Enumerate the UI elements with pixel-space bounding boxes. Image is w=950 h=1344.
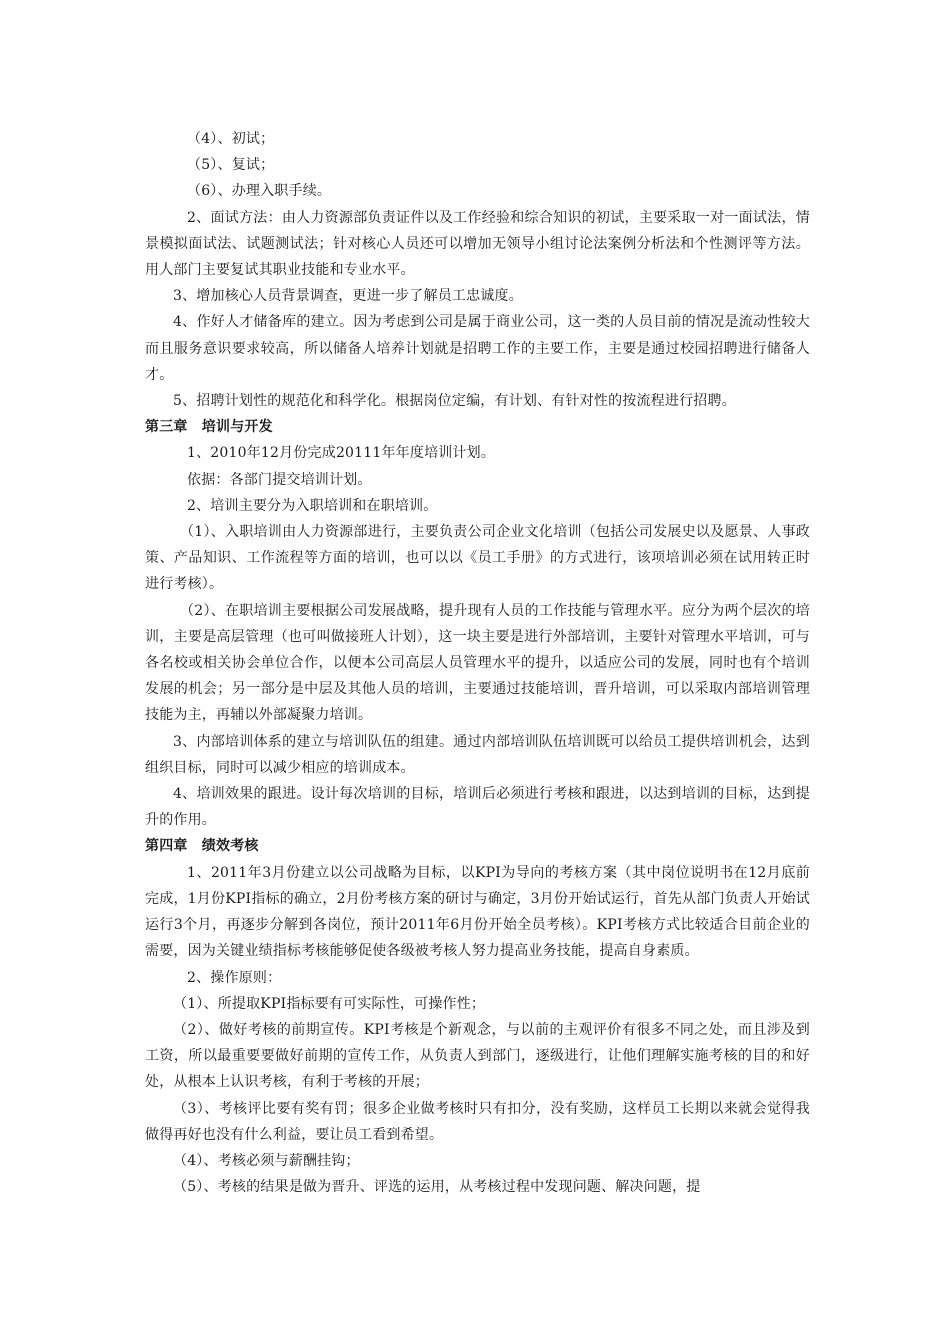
paragraph: （5）、复试； bbox=[187, 157, 275, 174]
chapter-heading: 第四章 绩效考核 bbox=[145, 838, 259, 855]
paragraph: （3）、考核评比要有奖有罚；很多企业做考核时只有扣分，没有奖励，这样员工长期以来就会觉得我做得再好也没有什么利益，要让员工看到希望。 bbox=[145, 1100, 810, 1143]
paragraph: 3、内部培训体系的建立与培训队伍的组建。通过内部培训队伍培训既可以给员工提供培训机会，达到组织目标，同时可以减少相应的培训成本。 bbox=[145, 733, 810, 776]
paragraph: 依据：各部门提交培训计划。 bbox=[187, 471, 372, 488]
paragraph: （2）、做好考核的前期宣传。KPI考核是个新观念，与以前的主观评价有很多不同之处，而且涉及到工资，所以最重要要做好前期的宣传工作，从负责人到部门，逐级进行，让他们理解实施考核的目的和好处，从根本上认识考核，有利于考核的开展； bbox=[145, 1021, 810, 1091]
paragraph: （5）、考核的结果是做为晋升、评选的运用，从考核过程中发现问题、解决问题，提 bbox=[173, 1179, 701, 1196]
paragraph: （1）、入职培训由人力资源部进行，主要负责公司企业文化培训（包括公司发展史以及愿景、人事政策、产品知识、工作流程等方面的培训，也可以以《员工手册》的方式进行，该项培训必须在试用转正时进行考核）。 bbox=[145, 524, 810, 593]
paragraph: 4、培训效果的跟进。设计每次培训的目标，培训后必须进行考核和跟进，以达到培训的目标，达到提升的作用。 bbox=[145, 786, 810, 829]
paragraph: 2、面试方法：由人力资源部负责证件以及工作经验和综合知识的初试，主要采取一对一面试法，情景模拟面试法、试题测试法；针对核心人员还可以增加无领导小组讨论法案例分析法和个性测评等方法。用人部门主要复试其职业技能和专业水平。 bbox=[145, 209, 810, 279]
paragraph: （2）、在职培训主要根据公司发展战略，提升现有人员的工作技能与管理水平。应分为两个层次的培训，主要是高层管理（也可叫做接班人计划），这一块主要是进行外部培训，主要针对管理水平培训，可与各名校或相关协会单位合作，以便本公司高层人员管理水平的提升，以适应公司的发展，同时也有个培训发展的机会；另一部分是中层及其他人员的培训，主要通过技能培训，晋升培训，可以采取内部培训管理技能为主，再辅以外部凝聚力培训。 bbox=[145, 602, 810, 724]
paragraph: （4）、初试； bbox=[187, 131, 275, 147]
paragraph: （4）、考核必须与薪酬挂钩； bbox=[173, 1152, 360, 1169]
paragraph: 5、招聘计划性的规范化和科学化。根据岗位定编，有计划、有针对性的按流程进行招聘。 bbox=[173, 393, 736, 410]
paragraph: （1）、所提取KPI指标要有可实际性，可操作性； bbox=[173, 995, 486, 1012]
chapter-heading: 第三章 培训与开发 bbox=[145, 419, 273, 436]
paragraph: 2、培训主要分为入职培训和在职培训。 bbox=[187, 497, 438, 514]
paragraph: 1、2010年12月份完成20111年年度培训计划。 bbox=[187, 445, 496, 462]
paragraph: 2、操作原则： bbox=[187, 969, 282, 986]
paragraph: 3、增加核心人员背景调查，更进一步了解员工忠诚度。 bbox=[173, 288, 523, 305]
paragraph: （6）、办理入职手续。 bbox=[187, 183, 332, 200]
paragraph: 4、作好人才储备库的建立。因为考虑到公司是属于商业公司，这一类的人员目前的情况是流动性较大而且服务意识要求较高，所以储备人培养计划就是招聘工作的主要工作，主要是通过校园招聘进行储备人才。 bbox=[145, 314, 810, 383]
document-body bbox=[145, 126, 810, 1200]
paragraph: 1、2011年3月份建立以公司战略为目标，以KPI为导向的考核方案（其中岗位说明书在12月底前完成，1月份KPI指标的确立，2月份考核方案的研讨与确定，3月份开始试运行，首先从部门负责人开始试运行3个月，再逐步分解到各岗位，预计2011年6月份开始全员考核）。KPI考核方式比较适合目前企业的需要，因为关键业绩指标考核能够促使各级被考核人努力提高业务技能，提高自身素质。 bbox=[145, 864, 810, 960]
